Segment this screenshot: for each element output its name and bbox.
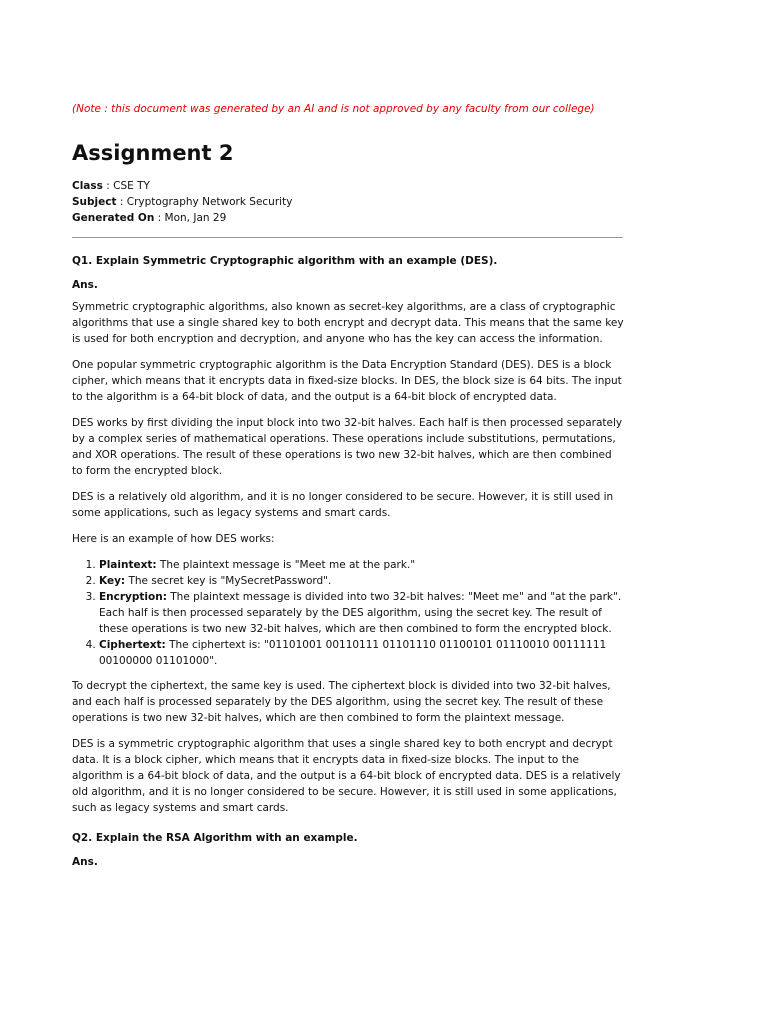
meta-class [72, 178, 150, 194]
document-body [72, 253, 624, 876]
step-term: Key: [99, 575, 126, 587]
meta-value: CSE TY [113, 180, 150, 192]
list-item [99, 573, 624, 589]
step-term: Ciphertext: [99, 639, 166, 651]
step-text: The secret key is "MySecretPassword". [125, 575, 332, 587]
step-term: Encryption: [99, 591, 167, 603]
paragraph: DES works by first dividing the input block into two 32-bit halves. Each half is then processed separately by a complex series of mathematical operations. These operations include substitutions, permutations, and XOR operations. The result of these operations is two new 32-bit halves, which are then combined to form the encrypted block. [72, 417, 623, 477]
horizontal-divider [72, 237, 623, 238]
list-item [99, 637, 624, 669]
meta-label: Class [72, 180, 103, 192]
list-item [99, 557, 624, 573]
meta-subject [72, 194, 292, 210]
document-title: Assignment 2 [72, 141, 234, 165]
paragraph: Here is an example of how DES works: [72, 533, 275, 545]
answer-label: Ans. [72, 279, 98, 291]
paragraph: One popular symmetric cryptographic algorithm is the Data Encryption Standard (DES). DES is a block cipher, which means that it encrypts data in fixed-size blocks. In DES, the block size is 64 bits. The input to the algorithm is a 64-bit block of data, and the output is a 64-bit block of encrypted data. [72, 359, 622, 403]
meta-label: Generated On [72, 212, 155, 224]
meta-label: Subject [72, 196, 117, 208]
meta-value: Cryptography Network Security [126, 196, 293, 208]
step-text: The plaintext message is divided into two 32-bit halves: "Meet me" and "at the park". Each half is then processed separately by the DES algorithm, using the secret key. The result of these operations is two new 32-bit halves, which are then combined to form the encrypted block. [99, 591, 622, 635]
des-example-steps [72, 557, 624, 669]
paragraph: DES is a symmetric cryptographic algorithm that uses a single shared key to both encrypt and decrypt data. It is a block cipher, which means that it encrypts data in fixed-size blocks. The input to the algorithm is a 64-bit block of data, and the output is a 64-bit block of encrypted data. DES is a relatively old algorithm, and it is no longer considered to be secure. However, it is still used in some applications, such as legacy systems and smart cards. [72, 738, 621, 814]
paragraph: Symmetric cryptographic algorithms, also known as secret-key algorithms, are a class of cryptographic algorithms that use a single shared key to both encrypt and decrypt data. This means that the same key is used for both encryption and decryption, and anyone who has the key can access the information. [72, 301, 624, 345]
step-text: The ciphertext is: "01101001 00110111 01101110 01100101 01110010 00111111 00100000 01101000". [99, 639, 607, 667]
meta-separator: : [102, 180, 114, 192]
list-item [99, 589, 624, 637]
ai-disclaimer-note: (Note : this document was generated by an AI and is not approved by any faculty from our college) [72, 103, 595, 115]
meta-separator: : [154, 212, 165, 224]
meta-value: Mon, Jan 29 [164, 212, 227, 224]
step-text: The plaintext message is "Meet me at the park." [156, 559, 416, 571]
answer-label: Ans. [72, 856, 98, 868]
question-heading: Q2. Explain the RSA Algorithm with an example. [72, 832, 358, 844]
question-heading: Q1. Explain Symmetric Cryptographic algorithm with an example (DES). [72, 255, 498, 267]
paragraph: To decrypt the ciphertext, the same key is used. The ciphertext block is divided into two 32-bit halves, and each half is processed separately by the DES algorithm, using the secret key. The result of these operations is two new 32-bit halves, which are then combined to form the plaintext message. [72, 680, 611, 724]
meta-separator: : [116, 196, 127, 208]
meta-generated-on [72, 210, 226, 226]
step-term: Plaintext: [99, 559, 157, 571]
paragraph: DES is a relatively old algorithm, and it is no longer considered to be secure. However, it is still used in some applications, such as legacy systems and smart cards. [72, 491, 614, 519]
